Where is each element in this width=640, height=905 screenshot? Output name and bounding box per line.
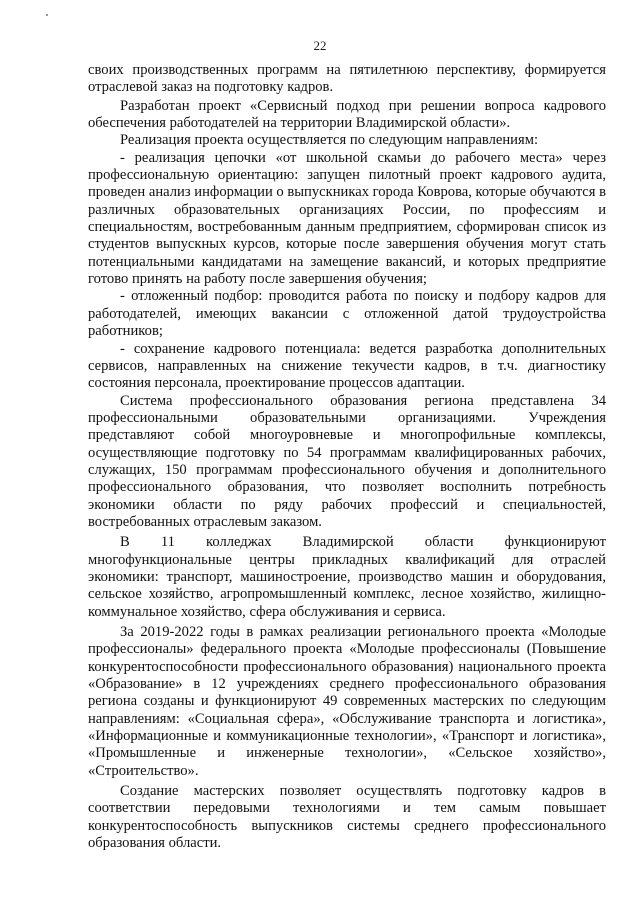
- paragraph-deferred-selection: - отложенный подбор: проводится работа по поиску и подбору кадров для работодателей, имеющих вакансии с отложенной датой трудоустройства работников;: [88, 288, 606, 340]
- paragraph-workshops-benefit: Создание мастерских позволяет осуществлять подготовку кадров в соответствии передовыми технологиями и тем самым повышает конкурентоспособность выпускников системы среднего профессионального образования области.: [88, 783, 606, 852]
- page-number: 22: [313, 38, 327, 53]
- paragraph-service-project: Разработан проект «Сервисный подход при решении вопроса кадрового обеспечения работодателей на территории Владимирской области».: [88, 97, 606, 132]
- paragraph-school-to-work-chain: - реализация цепочки «от школьной скамьи до рабочего места» через профессиональную ориентацию: запущен пилотный проект кадрового аудита, проведен анализ информации о выпускниках города Коврова, которые обучаются в различных образовательных организациях России, по профессиям и специальностям, востребованным данным предприятием, сформирован список из студентов выпускных курсов, которые после завершения обучения могут стать потенциальными кандидатами на замещение вакансий, и которых предприятие готово принять на работу после завершения обучения;: [88, 149, 606, 288]
- paragraph-qualification-centers: В 11 колледжах Владимирской области функционируют многофункциональные центры прикладных квалификаций для отраслей экономики: транспорт, машиностроение, производство машин и оборудования, сельское хозяйство, агропромышленный комплекс, лесное хозяйство, жилищно-коммунальное хозяйство, сфера обслуживания и сервиса.: [88, 534, 606, 620]
- paragraph-vocational-system: Система профессионального образования региона представлена 34 профессиональными образовательными организациями. Учреждения представляют собой многоуровневые и многопрофильные комплексы, осуществляющие подготовку по 54 программам квалифицированных рабочих, служащих, 150 программам профессионального обучения и дополнительного профессионального образования, что позволяет восполнить потребность экономики области по ряду рабочих профессий и специальностей, востребованных отраслевым заказом.: [88, 392, 606, 530]
- scan-speck: [46, 14, 48, 16]
- paragraph-young-professionals: За 2019-2022 годы в рамках реализации регионального проекта «Молодые профессионалы» федерального проекта «Молодые профессионалы (Повышение конкурентоспособности профессионального образования) национального проекта «Образование» в 12 учреждениях среднего профессионального образования региона созданы и функционируют 49 современных мастерских по следующим направлениям: «Социальная сфера», «Обслуживание транспорта и логистика», «Информационные и коммуникационные технологии», «Транспорт и логистика», «Промышленные и инженерные технологии», «Сельское хозяйство», «Строительство».: [88, 624, 606, 779]
- paragraph-workforce-order: своих производственных программ на пятилетнюю перспективу, формируется отраслевой заказ на подготовку кадров.: [88, 62, 606, 96]
- document-body: [88, 62, 606, 852]
- paragraph-personnel-retention: - сохранение кадрового потенциала: ведется разработка дополнительных сервисов, направленных на снижение текучести кадров, в т.ч. диагностику состояния персонала, проектирование процессов адаптации.: [88, 340, 606, 392]
- paragraph-project-directions: Реализация проекта осуществляется по следующим направлениям:: [120, 132, 538, 149]
